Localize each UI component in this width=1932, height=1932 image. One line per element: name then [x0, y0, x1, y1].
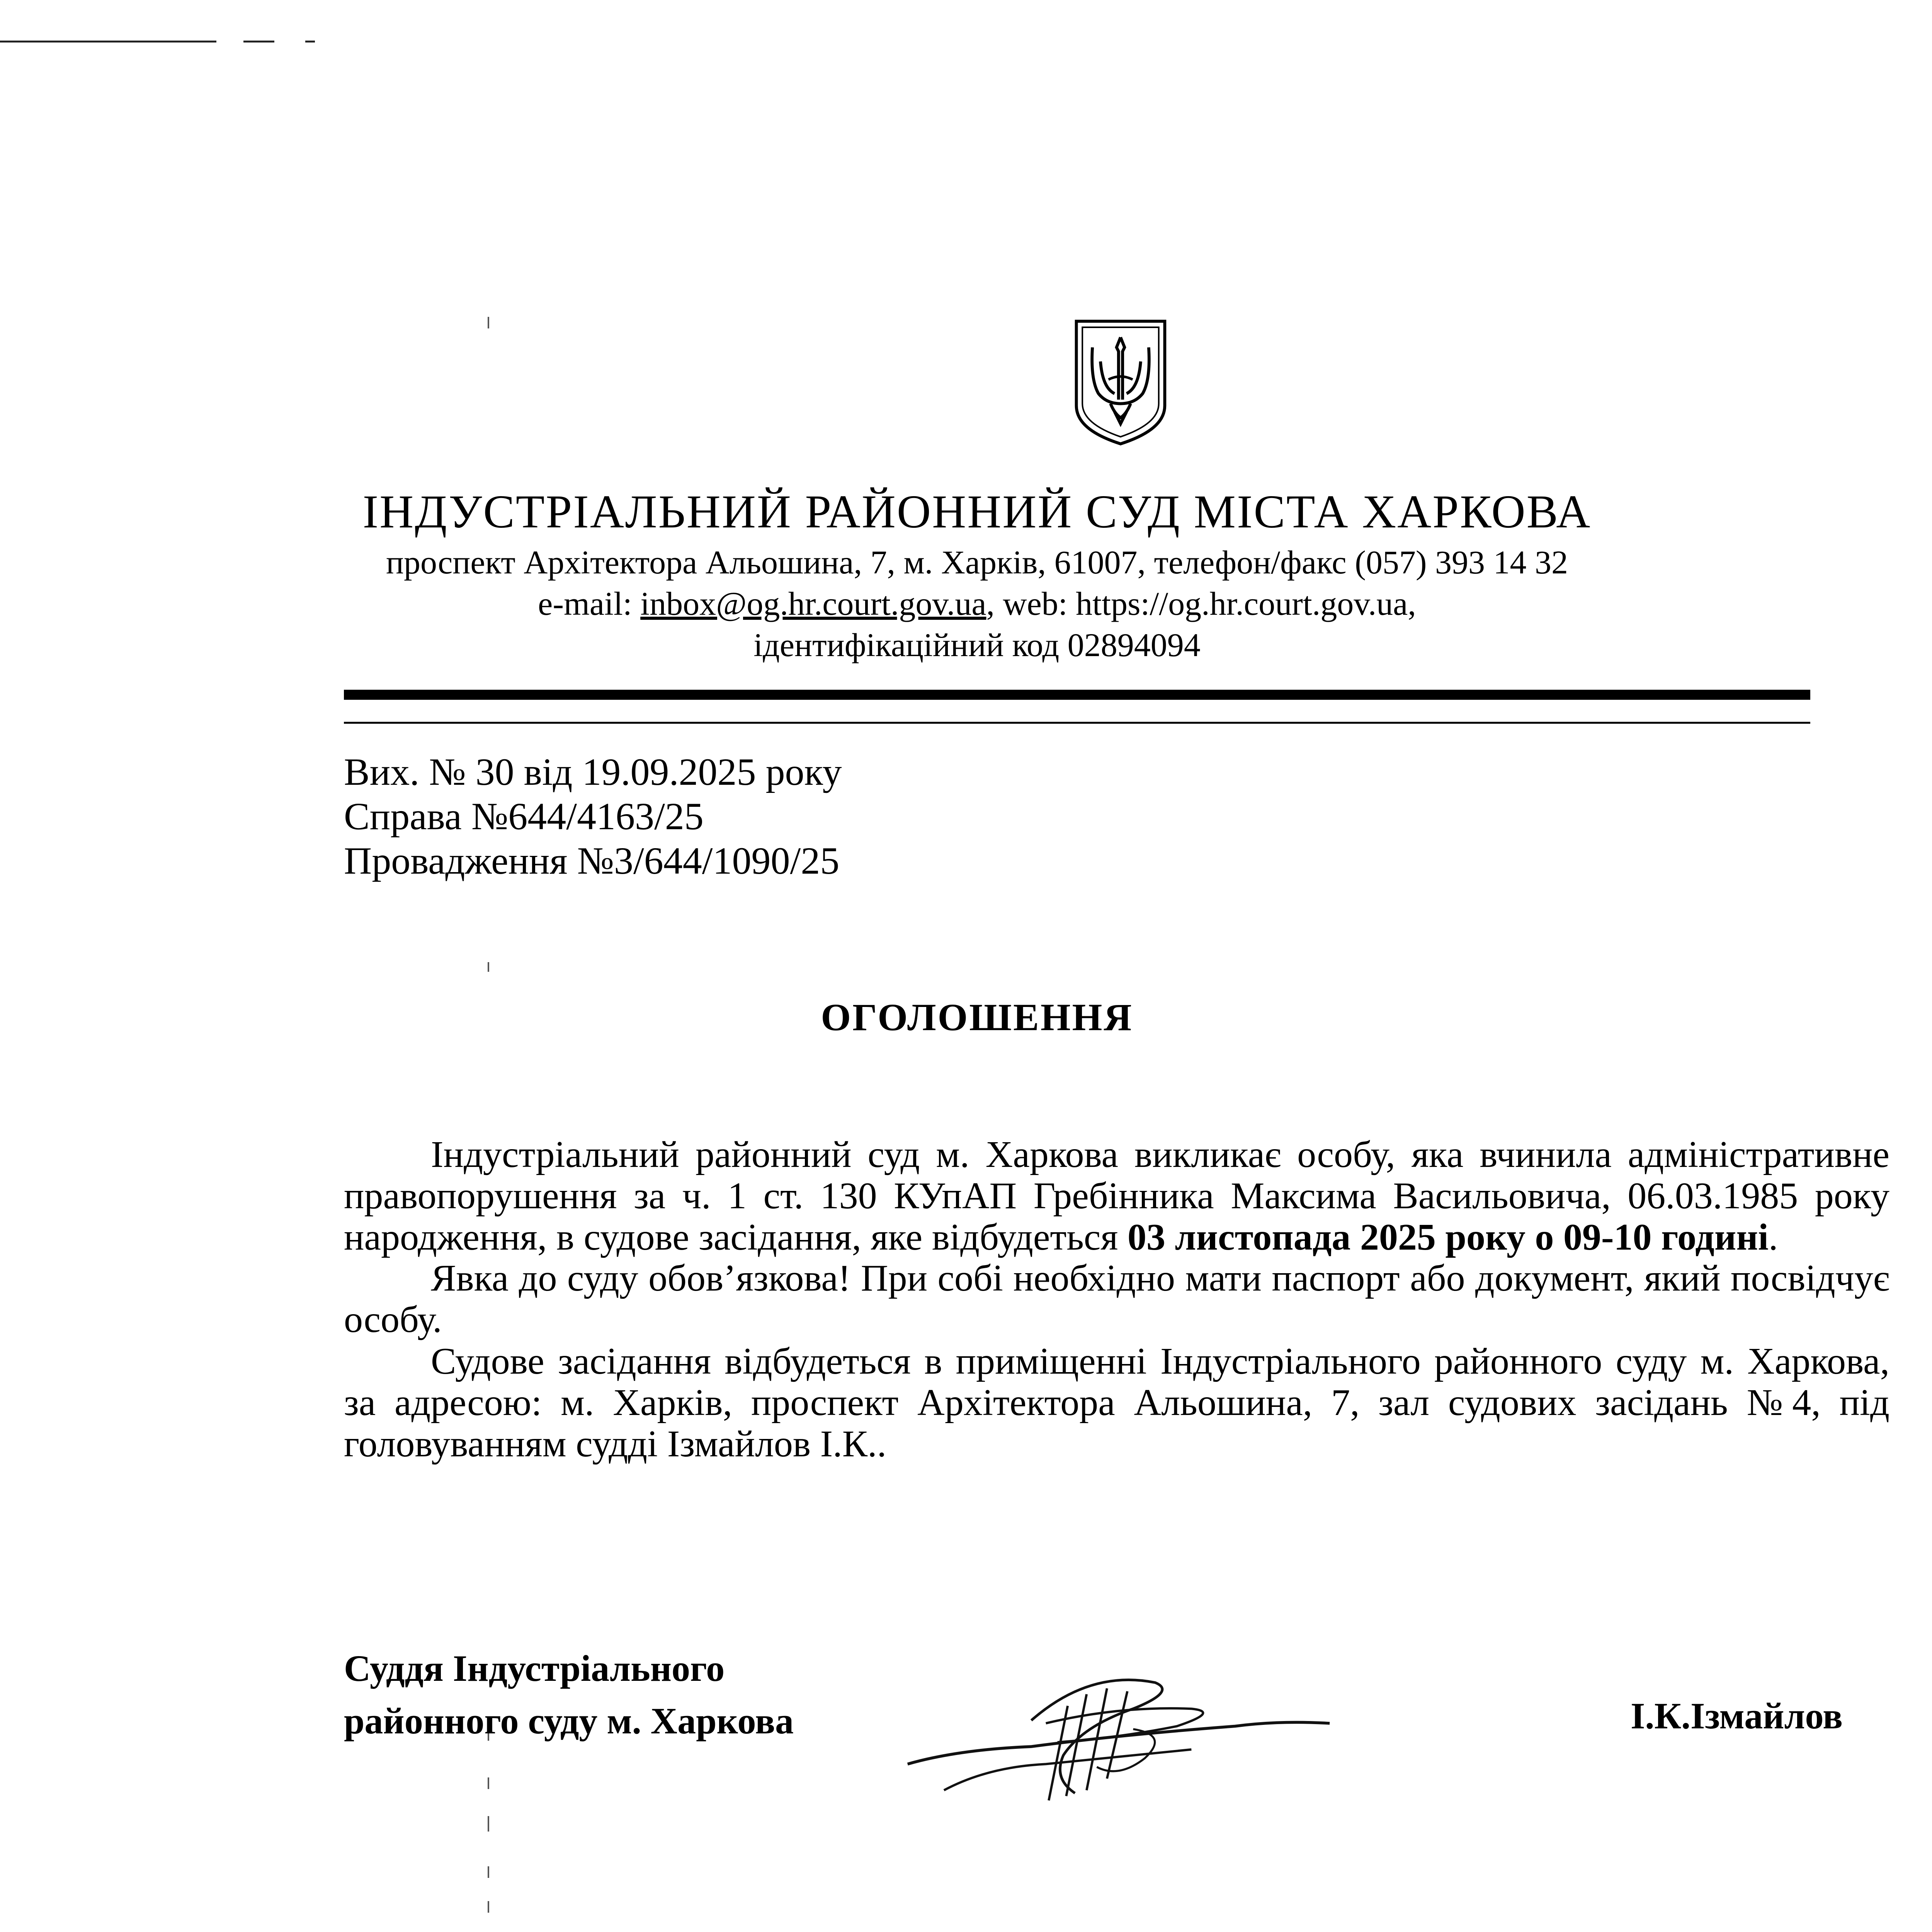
email-label: e-mail: — [538, 585, 641, 622]
margin-mark — [488, 1816, 489, 1832]
margin-mark — [488, 962, 489, 972]
paragraph-summons — [344, 1134, 1889, 1258]
judge-position-line1: Суддя Індустріального — [344, 1648, 725, 1689]
coat-of-arms-icon — [1070, 317, 1171, 448]
judge-name: І.К.Ізмайлов — [1631, 1695, 1843, 1736]
margin-mark — [488, 1866, 489, 1878]
margin-mark — [488, 1777, 489, 1789]
proceeding-number: Провадження №3/644/1090/25 — [344, 839, 840, 882]
hearing-date: 03 листопада 2025 року о 09-10 годині — [1128, 1216, 1769, 1258]
signature-icon — [900, 1662, 1337, 1808]
court-contacts — [0, 584, 1932, 623]
web-text: , web: https://og.hr.court.gov.ua, — [986, 585, 1416, 622]
scan-mark — [305, 41, 315, 43]
margin-mark — [488, 1901, 489, 1913]
summons-text: Індустріальний районний суд м. Харкова викликає особу, яка вчинила адміністративне правопорушення за ч. 1 ст. 130 КУпАП Гребінника Максима Васильовича, 06.03.1985 року народження, в судове засідання, яке відбудеться — [344, 1134, 1889, 1258]
id-code: ідентифікаційний код 02894094 — [753, 626, 1201, 663]
scan-mark — [0, 41, 216, 43]
court-address: проспект Архітектора Альошина, 7, м. Харків, 61007, телефон/факс (057) 393 14 32 — [386, 544, 1568, 581]
summons-end: . — [1769, 1216, 1778, 1258]
judge-position-line2: районного суду м. Харкова — [344, 1700, 794, 1742]
header-rule-thick — [344, 690, 1810, 700]
court-name: ІНДУСТРІАЛЬНИЙ РАЙОННИЙ СУД МІСТА ХАРКОВА — [362, 486, 1592, 538]
scan-mark — [243, 41, 274, 43]
margin-mark — [488, 317, 489, 328]
header-rule-thin — [344, 722, 1810, 724]
paragraph-attendance: Явка до суду обов’язкова! При собі необхідно мати паспорт або документ, який посвідчує особу. — [344, 1257, 1889, 1340]
email-link[interactable]: inbox@og.hr.court.gov.ua — [640, 585, 986, 622]
judge-position — [344, 1642, 794, 1747]
case-number: Справа №644/4163/25 — [344, 795, 704, 838]
paragraph-location: Судове засідання відбудеться в приміщенні Індустріального районного суду м. Харкова, за адресою: м. Харків, проспект Архітектора Альошина, 7, зал судових засідань №4, під головуванням судді Ізмайлов І.К.. — [344, 1340, 1889, 1465]
outgoing-number: Вих. № 30 від 19.09.2025 року — [344, 750, 842, 793]
document-title: ОГОЛОШЕННЯ — [821, 996, 1133, 1039]
